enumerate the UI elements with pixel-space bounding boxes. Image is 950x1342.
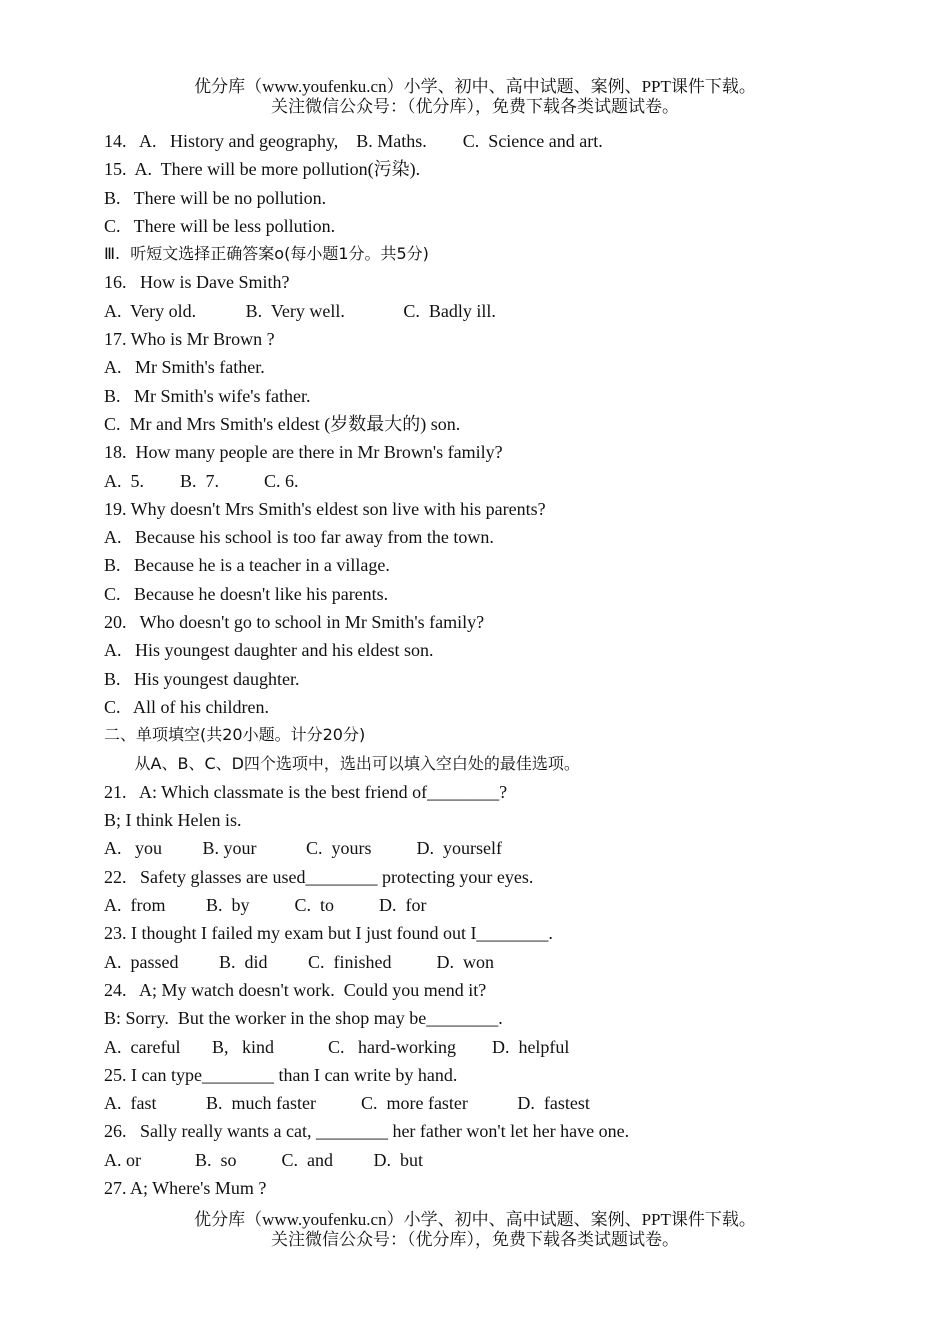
question-23: 23. I thought I failed my exam but I just found out I________. <box>104 923 553 944</box>
question-19-option-c: C. Because he doesn't like his parents. <box>104 583 389 604</box>
question-20-option-b: B. His youngest daughter. <box>104 668 300 689</box>
question-27: 27. A; Where's Mum ? <box>104 1177 267 1198</box>
question-body <box>104 127 904 1202</box>
question-25-options: A. fast B. much faster C. more faster D. fastest <box>104 1093 590 1114</box>
header-line-1: 优分库（www.youfenku.cn）小学、初中、高中试题、案例、PPT课件下载。 <box>194 77 756 96</box>
question-24: 24. A; My watch doesn't work. Could you mend it? <box>104 979 487 1000</box>
question-26-options: A. or B. so C. and D. but <box>104 1149 423 1170</box>
question-25: 25. I can type________ than I can write by hand. <box>104 1064 458 1085</box>
question-15: 15. A. There will be more pollution(污染). <box>104 159 421 180</box>
question-24-options: A. careful B, kind C. hard-working D. helpful <box>104 1036 570 1057</box>
question-20-option-a: A. His youngest daughter and his eldest son. <box>104 640 434 661</box>
question-26: 26. Sally really wants a cat, ________ her father won't let her have one. <box>104 1121 630 1142</box>
question-15-option-c: C. There will be less pollution. <box>104 215 336 236</box>
page-header <box>0 77 950 117</box>
footer-line-1: 优分库（www.youfenku.cn）小学、初中、高中试题、案例、PPT课件下载。 <box>194 1210 756 1229</box>
question-17: 17. Who is Mr Brown ? <box>104 329 275 350</box>
question-18: 18. How many people are there in Mr Brown's family? <box>104 442 503 463</box>
question-20: 20. Who doesn't go to school in Mr Smith's family? <box>104 612 485 633</box>
page-footer <box>0 1210 950 1250</box>
question-21-options: A. you B. your C. yours D. yourself <box>104 838 502 859</box>
footer-line-2: 关注微信公众号：（优分库），免费下载各类试题试卷。 <box>271 1230 679 1249</box>
question-23-options: A. passed B. did C. finished D. won <box>104 951 494 972</box>
question-21: 21. A: Which classmate is the best friend of________? <box>104 781 508 802</box>
question-20-option-c: C. All of his children. <box>104 696 269 717</box>
question-17-option-b: B. Mr Smith's wife's father. <box>104 385 311 406</box>
section-2-heading: 二、单项填空(共20小题。计分20分) <box>104 725 366 745</box>
section-3-heading: Ⅲ. 听短文选择正确答案o(每小题1分。共5分) <box>104 244 429 264</box>
question-22: 22. Safety glasses are used________ protecting your eyes. <box>104 866 534 887</box>
question-22-options: A. from B. by C. to D. for <box>104 895 427 916</box>
question-14: 14. A. History and geography, B. Maths. C. Science and art. <box>104 131 603 151</box>
question-17-option-c: C. Mr and Mrs Smith's eldest (岁数最大的) son. <box>104 413 461 434</box>
question-15-option-b: B. There will be no pollution. <box>104 187 327 208</box>
question-21-reply: B; I think Helen is. <box>104 810 242 831</box>
question-17-option-a: A. Mr Smith's father. <box>104 357 265 378</box>
question-24-reply: B: Sorry. But the worker in the shop may be________. <box>104 1008 503 1029</box>
question-19-option-b: B. Because he is a teacher in a village. <box>104 555 390 576</box>
question-19: 19. Why doesn't Mrs Smith's eldest son live with his parents? <box>104 498 546 519</box>
question-16: 16. How is Dave Smith? <box>104 272 290 293</box>
header-line-2: 关注微信公众号：（优分库），免费下载各类试题试卷。 <box>271 97 679 116</box>
question-19-option-a: A. Because his school is too far away from the town. <box>104 527 494 548</box>
question-18-options: A. 5. B. 7. C. 6. <box>104 470 299 491</box>
question-16-options: A. Very old. B. Very well. C. Badly ill. <box>104 300 496 321</box>
section-2-instructions: 从A、B、C、D四个选项中，选出可以填入空白处的最佳选项。 <box>104 753 580 773</box>
